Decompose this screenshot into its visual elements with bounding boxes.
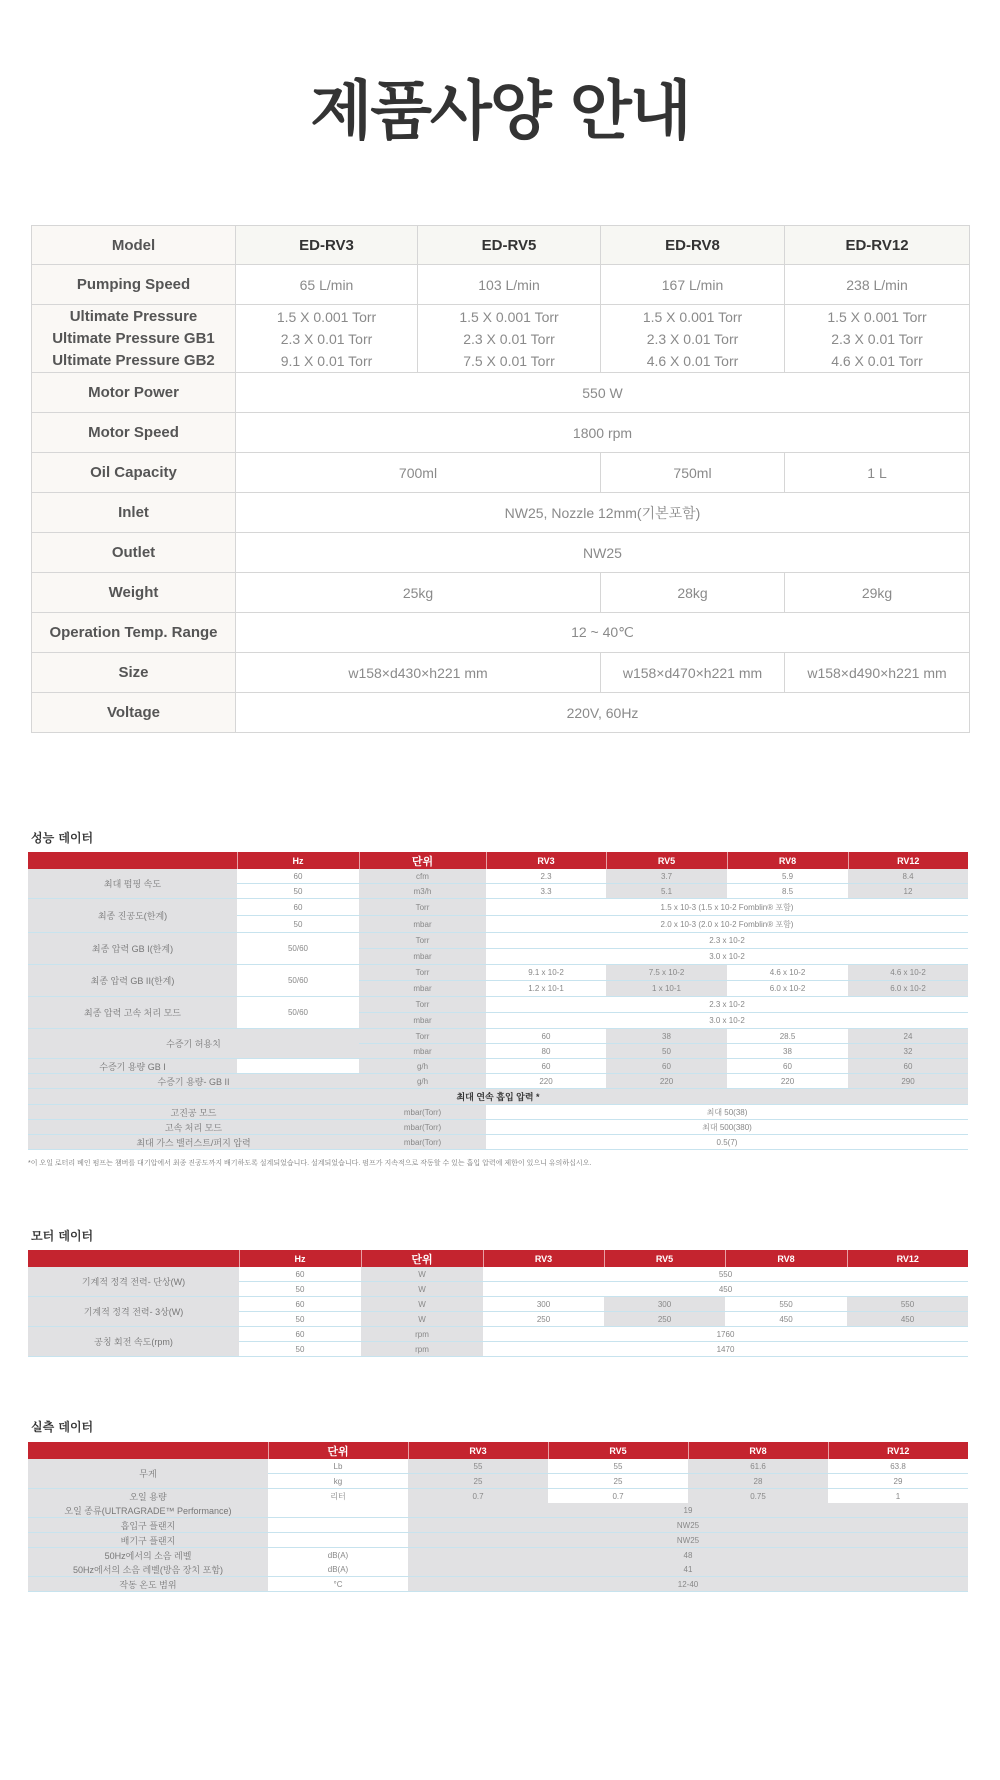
model-header: ED-RV12 xyxy=(785,226,970,265)
table-row xyxy=(28,965,968,981)
value-cell: 12 xyxy=(848,884,968,899)
row-name: 무게 xyxy=(28,1459,268,1489)
header-model: RV8 xyxy=(688,1442,828,1459)
unit-cell: Torr xyxy=(359,997,486,1013)
value-cell: 60 xyxy=(727,1059,848,1074)
unit-cell-empty xyxy=(268,1518,408,1533)
spec-header-row xyxy=(32,226,970,265)
header-blank xyxy=(28,852,237,869)
value-cell: 550 xyxy=(725,1297,847,1312)
row-name: 흡입구 플랜지 xyxy=(28,1518,268,1533)
unit-cell: Lb xyxy=(268,1459,408,1474)
model-header: ED-RV8 xyxy=(601,226,785,265)
spec-value-line: 7.5 X 0.01 Torr xyxy=(463,352,555,369)
spec-row-motor-power xyxy=(32,373,970,413)
spec-label: Outlet xyxy=(32,533,236,573)
value-cell: NW25 xyxy=(408,1533,968,1548)
spec-label xyxy=(32,305,236,373)
value-cell: 450 xyxy=(483,1282,968,1297)
value-cell: 55 xyxy=(408,1459,548,1474)
value-cell: 25 xyxy=(408,1474,548,1489)
header-unit: 단위 xyxy=(268,1442,408,1459)
motor-table xyxy=(28,1250,968,1357)
value-cell: 1 xyxy=(828,1489,968,1504)
unit-cell: mbar xyxy=(359,916,486,933)
spec-row-oil-capacity xyxy=(32,453,970,493)
hz-cell-empty xyxy=(237,1059,359,1074)
unit-cell: Torr xyxy=(359,965,486,981)
value-cell: 1 x 10-1 xyxy=(606,981,727,997)
value-cell: 290 xyxy=(848,1074,968,1089)
spec-value: 29kg xyxy=(785,573,970,613)
table-row xyxy=(28,869,968,884)
row-name: 고진공 모드 xyxy=(28,1105,359,1120)
spec-label-line: Ultimate Pressure xyxy=(69,307,198,325)
table-row xyxy=(28,1267,968,1282)
value-cell: 5.1 xyxy=(606,884,727,899)
value-cell: 12-40 xyxy=(408,1577,968,1592)
value-cell: 32 xyxy=(848,1044,968,1059)
value-cell: 0.5(7) xyxy=(486,1135,968,1150)
table-row xyxy=(28,1029,968,1044)
unit-cell: dB(A) xyxy=(268,1548,408,1563)
value-cell: 220 xyxy=(727,1074,848,1089)
value-cell: 48 xyxy=(408,1548,968,1563)
value-cell: 80 xyxy=(486,1044,606,1059)
table-row xyxy=(28,1120,968,1135)
value-cell: 19 xyxy=(408,1503,968,1518)
header-model: RV3 xyxy=(486,852,606,869)
spec-value: 167 L/min xyxy=(601,265,785,305)
spec-label: Motor Speed xyxy=(32,413,236,453)
value-cell: 2.3 x 10-2 xyxy=(486,933,968,949)
header-model: RV12 xyxy=(828,1442,968,1459)
spec-value-line: 4.6 X 0.01 Torr xyxy=(831,352,923,369)
spec-label: Inlet xyxy=(32,493,236,533)
model-header: ED-RV3 xyxy=(236,226,418,265)
value-cell: 220 xyxy=(606,1074,727,1089)
row-name: 최대 펌핑 속도 xyxy=(28,869,237,899)
performance-table xyxy=(28,852,968,1150)
spec-value: w158×d470×h221 mm xyxy=(601,653,785,693)
unit-cell: g/h xyxy=(359,1059,486,1074)
spec-value: 25kg xyxy=(236,573,601,613)
unit-cell: g/h xyxy=(359,1074,486,1089)
unit-cell: m3/h xyxy=(359,884,486,899)
value-cell: 3.0 x 10-2 xyxy=(486,1013,968,1029)
subheader-max-inlet-pressure: 최대 연속 흡입 압력 * xyxy=(28,1089,968,1105)
table-row xyxy=(28,899,968,916)
hz-cell: 60 xyxy=(239,1327,361,1342)
section-title-motor: 모터 데이터 xyxy=(31,1229,94,1243)
row-name: 배기구 플랜지 xyxy=(28,1533,268,1548)
row-name: 고속 처리 모드 xyxy=(28,1120,359,1135)
value-cell: 9.1 x 10-2 xyxy=(486,965,606,981)
row-name: 최종 압력 고속 처리 모드 xyxy=(28,997,237,1029)
value-cell: 450 xyxy=(725,1312,847,1327)
table-row xyxy=(28,1105,968,1120)
spec-label: Oil Capacity xyxy=(32,453,236,493)
spec-value xyxy=(236,305,418,373)
spec-value: w158×d490×h221 mm xyxy=(785,653,970,693)
row-name: 최종 압력 GB I(한계) xyxy=(28,933,237,965)
unit-cell: dB(A) xyxy=(268,1562,408,1577)
table-row xyxy=(28,997,968,1013)
table-row xyxy=(28,1503,968,1518)
unit-cell: W xyxy=(361,1267,483,1282)
value-cell: 450 xyxy=(847,1312,968,1327)
spec-label: Size xyxy=(32,653,236,693)
spec-label-model: Model xyxy=(32,226,236,265)
value-cell: 60 xyxy=(606,1059,727,1074)
spec-label-line: Ultimate Pressure GB2 xyxy=(52,351,215,369)
header-model: RV3 xyxy=(408,1442,548,1459)
spec-label: Motor Power xyxy=(32,373,236,413)
table-row xyxy=(28,1518,968,1533)
spec-value: 1 L xyxy=(785,453,970,493)
spec-value: NW25 xyxy=(236,533,970,573)
spec-label: Voltage xyxy=(32,693,236,733)
header-blank xyxy=(28,1250,239,1267)
row-name: 최종 진공도(한계) xyxy=(28,899,237,933)
spec-row-weight xyxy=(32,573,970,613)
spec-value: NW25, Nozzle 12mm(기본포함) xyxy=(236,493,970,533)
table-row xyxy=(28,1327,968,1342)
row-name: 오일 용량 xyxy=(28,1489,268,1504)
header-model: RV8 xyxy=(725,1250,847,1267)
spec-label: Pumping Speed xyxy=(32,265,236,305)
spec-row-temp xyxy=(32,613,970,653)
value-cell: 550 xyxy=(847,1297,968,1312)
measured-header-row xyxy=(28,1442,968,1459)
value-cell: 1760 xyxy=(483,1327,968,1342)
hz-cell: 60 xyxy=(239,1297,361,1312)
unit-cell: rpm xyxy=(361,1327,483,1342)
value-cell: 0.7 xyxy=(548,1489,688,1504)
unit-cell: °C xyxy=(268,1577,408,1592)
section-title-performance: 성능 데이터 xyxy=(31,831,94,845)
value-cell: 3.0 x 10-2 xyxy=(486,949,968,965)
value-cell: 최대 50(38) xyxy=(486,1105,968,1120)
spec-label-line: Ultimate Pressure GB1 xyxy=(52,329,215,347)
hz-cell: 60 xyxy=(237,899,359,916)
value-cell: 8.4 xyxy=(848,869,968,884)
row-name: 최종 압력 GB II(한계) xyxy=(28,965,237,997)
header-model: RV12 xyxy=(847,1250,968,1267)
value-cell: 1.5 x 10-3 (1.5 x 10-2 Fomblin® 포함) xyxy=(486,899,968,916)
hz-cell: 50/60 xyxy=(237,965,359,997)
value-cell: 38 xyxy=(727,1044,848,1059)
value-cell: 6.0 x 10-2 xyxy=(848,981,968,997)
table-row xyxy=(28,1533,968,1548)
table-row xyxy=(28,1297,968,1312)
value-cell: 2.0 x 10-3 (2.0 x 10-2 Fomblin® 포함) xyxy=(486,916,968,933)
header-unit: 단위 xyxy=(361,1250,483,1267)
unit-cell: W xyxy=(361,1282,483,1297)
unit-cell: rpm xyxy=(361,1342,483,1357)
value-cell: 38 xyxy=(606,1029,727,1044)
row-name: 기계적 정격 전력- 3상(W) xyxy=(28,1297,239,1327)
unit-cell: Torr xyxy=(359,1029,486,1044)
spec-value: 65 L/min xyxy=(236,265,418,305)
value-cell: 8.5 xyxy=(727,884,848,899)
row-name: 공칭 회전 속도(rpm) xyxy=(28,1327,239,1357)
spec-value: w158×d430×h221 mm xyxy=(236,653,601,693)
value-cell: 6.0 x 10-2 xyxy=(727,981,848,997)
unit-cell: Torr xyxy=(359,933,486,949)
value-cell: 4.6 x 10-2 xyxy=(848,965,968,981)
page-title: 제품사양 안내 xyxy=(310,75,690,149)
value-cell: 28 xyxy=(688,1474,828,1489)
value-cell: 29 xyxy=(828,1474,968,1489)
value-cell: 50 xyxy=(606,1044,727,1059)
unit-cell: mbar(Torr) xyxy=(359,1105,486,1120)
header-model: RV12 xyxy=(848,852,968,869)
unit-cell: cfm xyxy=(359,869,486,884)
table-subheader-row xyxy=(28,1089,968,1105)
spec-row-size xyxy=(32,653,970,693)
spec-value: 1800 rpm xyxy=(236,413,970,453)
row-name: 50Hz에서의 소음 레벨 xyxy=(28,1548,268,1563)
value-cell: 28.5 xyxy=(727,1029,848,1044)
value-cell: 61.6 xyxy=(688,1459,828,1474)
spec-value: 550 W xyxy=(236,373,970,413)
spec-row-pumping-speed xyxy=(32,265,970,305)
value-cell: 최대 500(380) xyxy=(486,1120,968,1135)
spec-row-motor-speed xyxy=(32,413,970,453)
spec-value-line: 1.5 X 0.001 Torr xyxy=(642,308,743,325)
value-cell: 2.3 xyxy=(486,869,606,884)
value-cell: 63.8 xyxy=(828,1459,968,1474)
row-name: 기계적 정격 전력- 단상(W) xyxy=(28,1267,239,1297)
unit-cell: W xyxy=(361,1312,483,1327)
row-name: 수증기 용량 GB I xyxy=(28,1059,237,1074)
table-row xyxy=(28,1074,968,1089)
spec-label: Weight xyxy=(32,573,236,613)
spec-value: 12 ~ 40℃ xyxy=(236,613,970,653)
value-cell: 60 xyxy=(848,1059,968,1074)
motor-header-row xyxy=(28,1250,968,1267)
hz-cell: 60 xyxy=(239,1267,361,1282)
table-row xyxy=(28,1548,968,1563)
value-cell: 550 xyxy=(483,1267,968,1282)
spec-value-line: 1.5 X 0.001 Torr xyxy=(459,308,559,325)
hz-cell: 60 xyxy=(237,869,359,884)
measured-table xyxy=(28,1442,968,1592)
unit-cell: kg xyxy=(268,1474,408,1489)
table-row xyxy=(28,1562,968,1577)
value-cell: 300 xyxy=(483,1297,604,1312)
value-cell: 60 xyxy=(486,1029,606,1044)
row-name: 오일 종류(ULTRAGRADE™ Performance) xyxy=(28,1503,268,1518)
value-cell: 250 xyxy=(604,1312,725,1327)
hz-cell: 50 xyxy=(239,1342,361,1357)
value-cell: 7.5 x 10-2 xyxy=(606,965,727,981)
hz-cell: 50/60 xyxy=(237,933,359,965)
value-cell: 4.6 x 10-2 xyxy=(727,965,848,981)
hz-cell: 50 xyxy=(239,1282,361,1297)
row-name: 작동 온도 범위 xyxy=(28,1577,268,1592)
spec-value-line: 2.3 X 0.01 Torr xyxy=(280,330,373,347)
table-row xyxy=(28,1059,968,1074)
table-row xyxy=(28,1135,968,1150)
spec-value xyxy=(418,305,601,373)
table-row xyxy=(28,1577,968,1592)
header-unit: 단위 xyxy=(359,852,486,869)
header-model: RV5 xyxy=(606,852,727,869)
spec-value-line: 1.5 X 0.001 Torr xyxy=(827,308,927,325)
value-cell: NW25 xyxy=(408,1518,968,1533)
value-cell: 1470 xyxy=(483,1342,968,1357)
spec-value: 103 L/min xyxy=(418,265,601,305)
unit-cell: Torr xyxy=(359,899,486,916)
spec-value: 28kg xyxy=(601,573,785,613)
unit-cell: mbar xyxy=(359,981,486,997)
spec-value-line: 2.3 X 0.01 Torr xyxy=(463,330,555,347)
header-model: RV5 xyxy=(548,1442,688,1459)
unit-cell: mbar(Torr) xyxy=(359,1120,486,1135)
header-blank xyxy=(28,1442,268,1459)
spec-value xyxy=(785,305,970,373)
model-header: ED-RV5 xyxy=(418,226,601,265)
value-cell: 1.2 x 10-1 xyxy=(486,981,606,997)
hz-cell: 50 xyxy=(239,1312,361,1327)
value-cell: 0.7 xyxy=(408,1489,548,1504)
unit-cell: mbar xyxy=(359,949,486,965)
hz-cell: 50/60 xyxy=(237,997,359,1029)
value-cell: 250 xyxy=(483,1312,604,1327)
value-cell: 300 xyxy=(604,1297,725,1312)
row-name: 최대 가스 밸러스트/퍼지 압력 xyxy=(28,1135,359,1150)
spec-row-outlet xyxy=(32,533,970,573)
value-cell: 220 xyxy=(486,1074,606,1089)
row-name: 수증기 용량- GB II xyxy=(28,1074,359,1089)
spec-row-inlet xyxy=(32,493,970,533)
section-title-measured: 실측 데이터 xyxy=(31,1420,94,1434)
unit-cell: mbar(Torr) xyxy=(359,1135,486,1150)
unit-cell-empty xyxy=(268,1533,408,1548)
value-cell: 2.3 x 10-2 xyxy=(486,997,968,1013)
unit-cell: W xyxy=(361,1297,483,1312)
spec-value-line: 2.3 X 0.01 Torr xyxy=(831,330,923,347)
spec-value-line: 4.6 X 0.01 Torr xyxy=(646,352,739,369)
row-name: 수증기 허용치 xyxy=(28,1029,359,1059)
unit-cell: mbar xyxy=(359,1044,486,1059)
value-cell: 25 xyxy=(548,1474,688,1489)
footnote: *이 오일 로터리 베인 펌프는 챔버를 대기압에서 최종 진공도까지 배기하도록 설계되었습니다. 설계되었습니다. 펌프가 지속적으로 작동할 수 있는 흡입 압력에 제한이 있으니 유의하십시오. xyxy=(28,1160,592,1167)
value-cell: 0.75 xyxy=(688,1489,828,1504)
value-cell: 55 xyxy=(548,1459,688,1474)
header-model: RV8 xyxy=(727,852,848,869)
spec-table xyxy=(31,225,970,733)
spec-row-voltage xyxy=(32,693,970,733)
header-hz: Hz xyxy=(237,852,359,869)
spec-value xyxy=(601,305,785,373)
spec-value: 700ml xyxy=(236,453,601,493)
spec-row-ultimate-pressure xyxy=(32,305,970,373)
value-cell: 5.9 xyxy=(727,869,848,884)
spec-value-line: 9.1 X 0.01 Torr xyxy=(280,352,373,369)
spec-value: 750ml xyxy=(601,453,785,493)
spec-value: 238 L/min xyxy=(785,265,970,305)
value-cell: 3.3 xyxy=(486,884,606,899)
table-row xyxy=(28,1489,968,1504)
header-model: RV3 xyxy=(483,1250,604,1267)
spec-value-line: 2.3 X 0.01 Torr xyxy=(646,330,739,347)
header-hz: Hz xyxy=(239,1250,361,1267)
header-model: RV5 xyxy=(604,1250,725,1267)
spec-value-line: 1.5 X 0.001 Torr xyxy=(276,308,377,325)
hz-cell: 50 xyxy=(237,884,359,899)
value-cell: 24 xyxy=(848,1029,968,1044)
value-cell: 3.7 xyxy=(606,869,727,884)
performance-header-row xyxy=(28,852,968,869)
value-cell: 60 xyxy=(486,1059,606,1074)
unit-cell: 리터 xyxy=(268,1489,408,1504)
table-row xyxy=(28,1459,968,1474)
row-name: 50Hz에서의 소음 레벨(방음 장치 포함) xyxy=(28,1562,268,1577)
hz-cell: 50 xyxy=(237,916,359,933)
unit-cell: mbar xyxy=(359,1013,486,1029)
spec-value: 220V, 60Hz xyxy=(236,693,970,733)
spec-label: Operation Temp. Range xyxy=(32,613,236,653)
unit-cell-empty xyxy=(268,1503,408,1518)
table-row xyxy=(28,933,968,949)
value-cell: 41 xyxy=(408,1562,968,1577)
